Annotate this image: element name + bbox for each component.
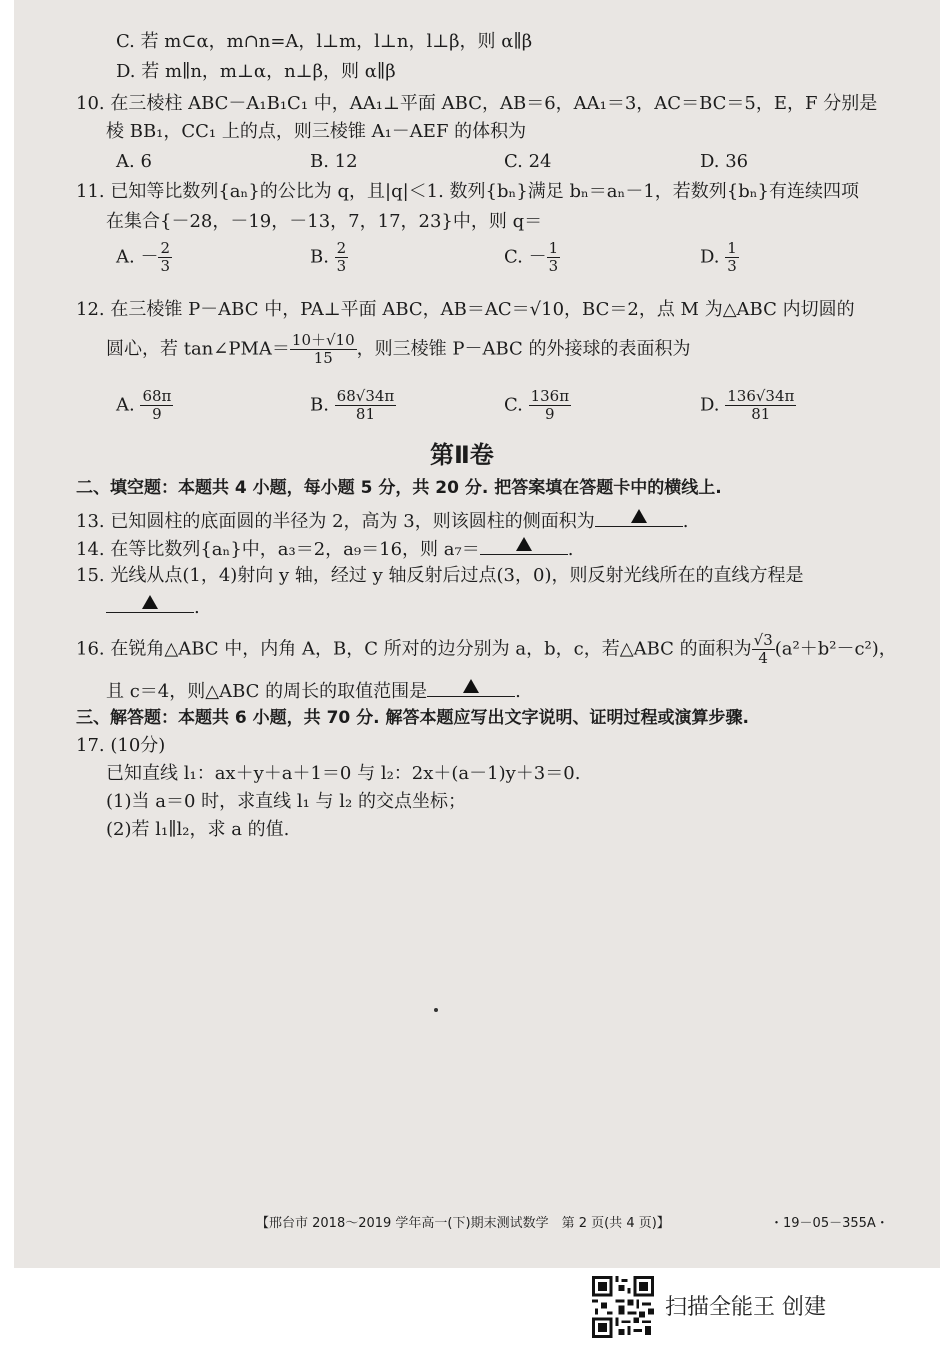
- q13-stem: 13. 已知圆柱的底面圆的半径为 2，高为 3，则该圆柱的侧面积为 .: [76, 506, 688, 534]
- triangle-icon: [631, 509, 647, 523]
- triangle-icon: [142, 595, 158, 609]
- q16-stem-line1: 16. 在锐角△ABC 中，内角 A，B，C 所对的边分别为 a，b，c，若△ABC 的面积为 $\frac{√3}{4}$ (a²＋b²－c²)，: [76, 631, 897, 667]
- q9-option-c: C. 若 m⊂α，m∩n=A，l⊥m，l⊥n，l⊥β，则 α∥β: [116, 31, 533, 52]
- q17-title: 17. (10分): [76, 735, 166, 756]
- speck: [434, 1008, 438, 1012]
- q11-option-a: A. － $\frac{2}{3}$: [116, 239, 170, 275]
- fill-in-section-heading: 二、填空题：本题共 4 小题，每小题 5 分，共 20 分. 把答案填在答题卡中的横线上.: [76, 478, 722, 498]
- q16-stem-line2: 且 c＝4，则△ABC 的周长的取值范围是 .: [106, 676, 521, 704]
- q9-option-d: D. 若 m∥n，m⊥α，n⊥β，则 α∥β: [116, 61, 396, 82]
- scanner-watermark: 扫描全能王 创建: [665, 1295, 826, 1320]
- q12-option-c: C. $\frac{136\pi}{9}$: [504, 387, 570, 423]
- q11-option-c: C. － $\frac{1}{3}$: [504, 239, 559, 275]
- q11-option-b: B. $\frac{2}{3}$: [310, 239, 347, 275]
- qr-code-icon: [592, 1276, 654, 1338]
- exam-page: [14, 0, 940, 1268]
- q17-part2: (2)若 l₁∥l₂，求 a 的值.: [106, 819, 290, 840]
- section-2-title: 第Ⅱ卷: [430, 441, 494, 469]
- triangle-icon: [516, 537, 532, 551]
- q12-option-d: D. $\frac{136√34\pi}{81}$: [700, 387, 795, 423]
- solve-section-heading: 三、解答题：本题共 6 小题，共 70 分. 解答本题应写出文字说明、证明过程或演算步骤.: [76, 708, 749, 728]
- q15-answer-blank: [106, 592, 194, 613]
- q15-answer-line: .: [106, 592, 200, 620]
- footer-title: 【邢台市 2018～2019 学年高一(下)期末测试数学 第 2 页(共 4 页)】: [256, 1216, 670, 1231]
- q17-stem: 已知直线 l₁：ax＋y＋a＋1＝0 与 l₂：2x＋(a－1)y＋3＝0.: [106, 763, 581, 784]
- q10-option-a: A. 6: [116, 151, 152, 172]
- q10-stem-line2: 棱 BB₁，CC₁ 上的点，则三棱锥 A₁－AEF 的体积为: [106, 121, 527, 142]
- q10-option-d: D. 36: [700, 151, 749, 172]
- q13-answer-blank: [595, 506, 683, 527]
- q12-stem-line1: 12. 在三棱锥 P－ABC 中，PA⊥平面 ABC，AB＝AC＝√10，BC＝2，点 M 为△ABC 内切圆的: [76, 299, 855, 320]
- q10-option-c: C. 24: [504, 151, 552, 172]
- q11-stem-line2: 在集合{－28，－19，－13，7，17，23}中，则 q＝: [106, 211, 543, 232]
- q12-option-a: A. $\frac{68\pi}{9}$: [116, 387, 172, 423]
- q17-part1: (1)当 a＝0 时，求直线 l₁ 与 l₂ 的交点坐标；: [106, 791, 466, 812]
- q16-answer-blank: [427, 676, 515, 697]
- q12-option-b: B. $\frac{68√34\pi}{81}$: [310, 387, 395, 423]
- q14-stem: 14. 在等比数列{aₙ}中，a₃＝2，a₉＝16，则 a₇＝ .: [76, 534, 573, 562]
- q12-stem-line2: 圆心，若 tan∠PMA＝ $\frac{10+√10}{15}$ ，则三棱锥 P－ABC 的外接球的表面积为: [106, 331, 691, 367]
- footer-code: ・19－05－355A・: [770, 1216, 889, 1231]
- q11-stem-line1: 11. 已知等比数列{aₙ}的公比为 q，且|q|＜1. 数列{bₙ}满足 bₙ＝aₙ－1，若数列{bₙ}有连续四项: [76, 181, 859, 202]
- triangle-icon: [463, 679, 479, 693]
- q10-option-b: B. 12: [310, 151, 358, 172]
- q15-stem: 15. 光线从点(1，4)射向 y 轴，经过 y 轴反射后过点(3，0)，则反射光线所在的直线方程是: [76, 565, 804, 586]
- q14-answer-blank: [480, 534, 568, 555]
- q11-option-d: D. $\frac{1}{3}$: [700, 239, 737, 275]
- q10-stem-line1: 10. 在三棱柱 ABC－A₁B₁C₁ 中，AA₁⊥平面 ABC，AB＝6，AA₁＝3，AC＝BC＝5，E，F 分别是: [76, 93, 878, 114]
